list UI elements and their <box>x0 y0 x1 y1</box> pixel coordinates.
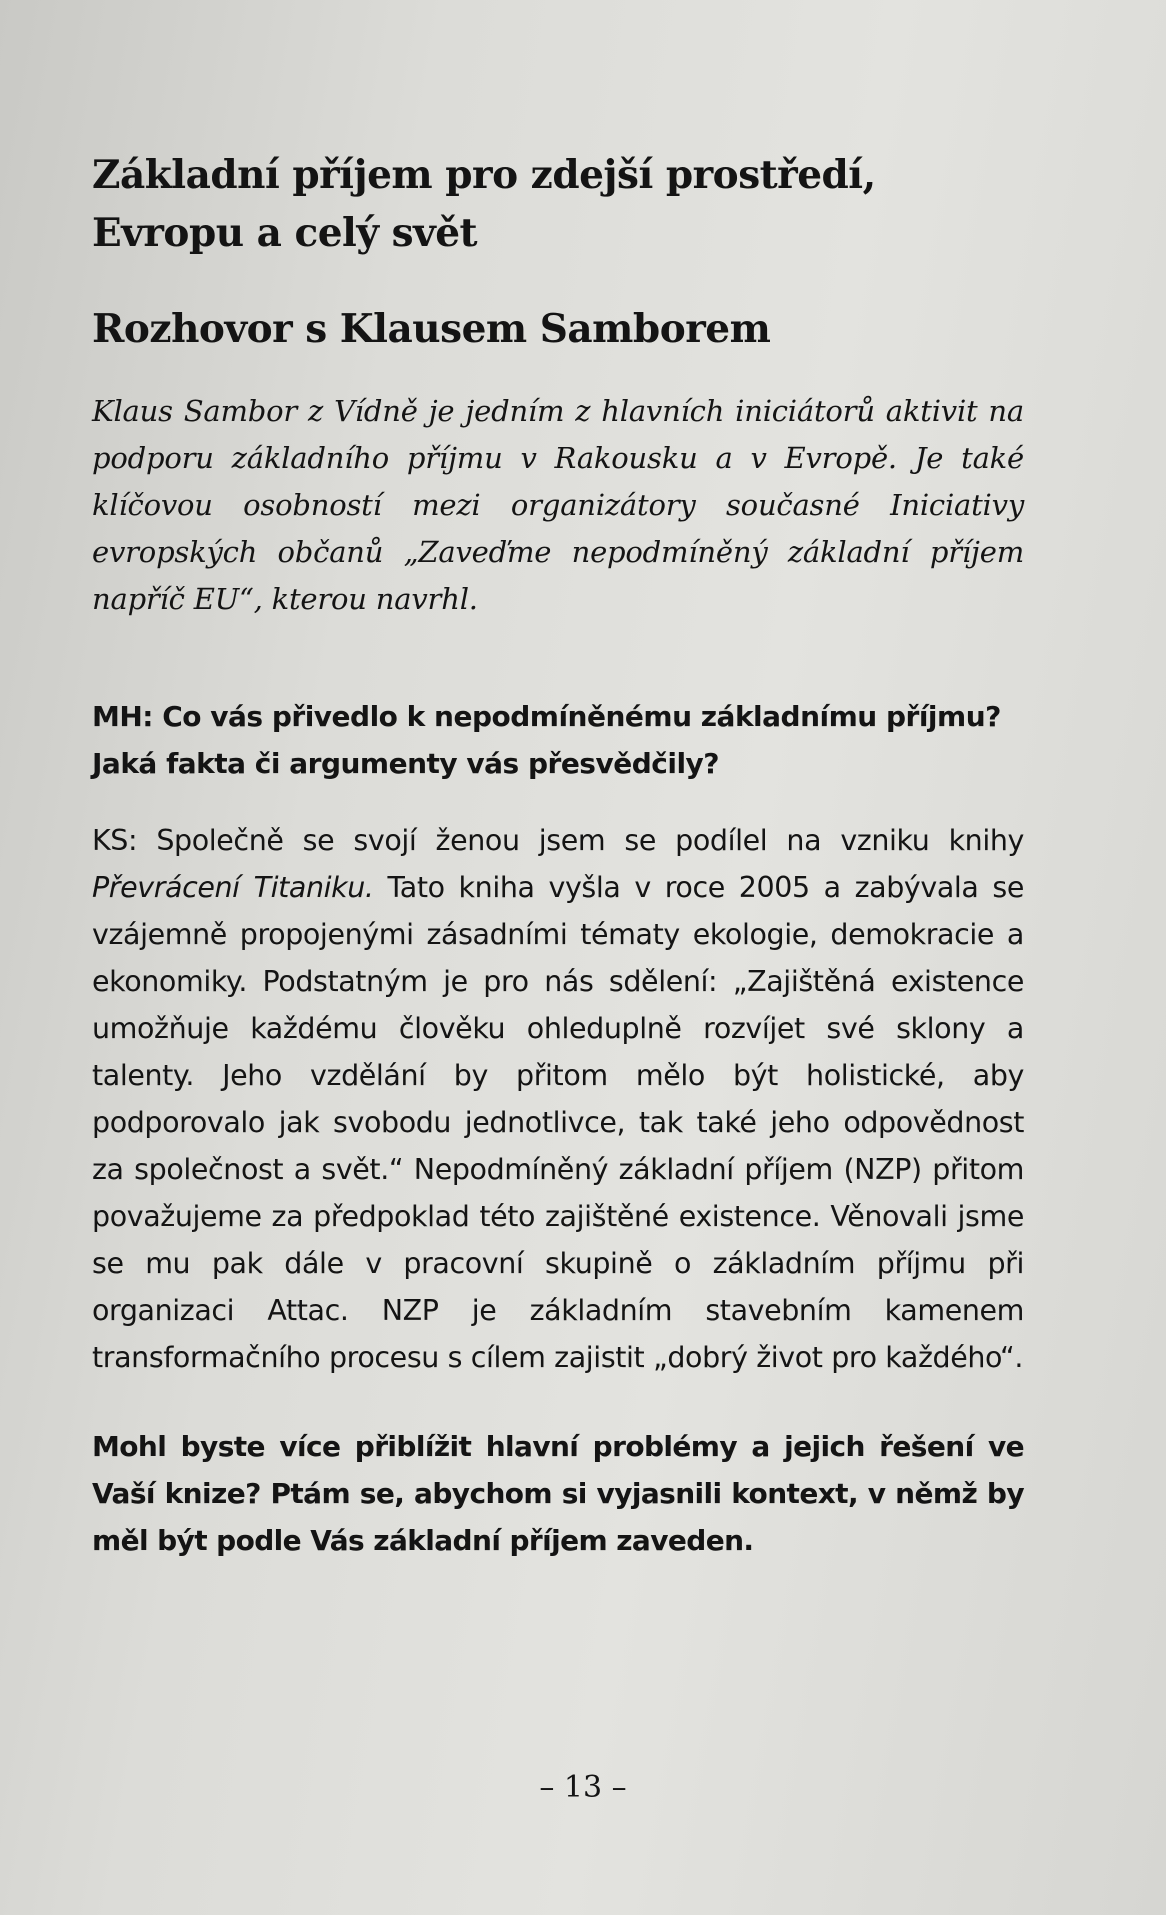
intro-paragraph: Klaus Sambor z Vídně je jedním z hlavních iniciátorů aktivit na podporu základního příjmu v Rakousku a v Evropě. Je také klíčovou osobností mezi organizátory současné Iniciativy evropských občanů „Zaveďme nepodmíněný základní příjem napříč EU“, kterou navrhl. <box>92 394 1024 616</box>
answer-1-rest: Tato kniha vyšla v roce 2005 a zabývala se vzájemně propojenými zásadními tématy ekologie, demokracie a ekonomiky. Podstatným je pro nás sdělení: „Zajištěná existence umožňuje každému člověku ohleduplně rozvíjet své sklony a talenty. Jeho vzdělání by přitom mělo být holistické, aby podporovalo jak svobodu jednotlivce, tak také jeho odpovědnost za společnost a svět.“ Nepodmíněný základní příjem (NZP) přitom považujeme za předpoklad této zajištěné existence. Věnovali jsme se mu pak dále v pracovní skupině o základním příjmu při organizaci Attac. NZP je základním stavebním kamenem transformačního procesu s cílem zajistit „dobrý život pro každého“. <box>92 871 1024 1374</box>
chapter-title: Základní příjem pro zdejší prostředí, Evropu a celý svět <box>92 152 876 256</box>
question-1: MH: Co vás přivedlo k nepodmíněnému základnímu příjmu? Jaká fakta či argumenty vás přesvědčily? <box>92 700 1001 780</box>
interview-subtitle: Rozhovor s Klausem Samborem <box>92 306 771 352</box>
page-text <box>92 146 1024 1564</box>
answer-1-lead: KS: Společně se svojí ženou jsem se podílel na vzniku knihy <box>92 824 1024 857</box>
page-number: – 13 – <box>539 1770 627 1805</box>
book-title: Převrácení Titaniku. <box>92 871 374 904</box>
answer-1 <box>92 817 1024 1381</box>
question-2: Mohl byste více přiblížit hlavní problémy a jejich řešení ve Vaší knize? Ptám se, abychom si vyjasnili kontext, v němž by měl být podle Vás základní příjem zaveden. <box>92 1430 1024 1557</box>
